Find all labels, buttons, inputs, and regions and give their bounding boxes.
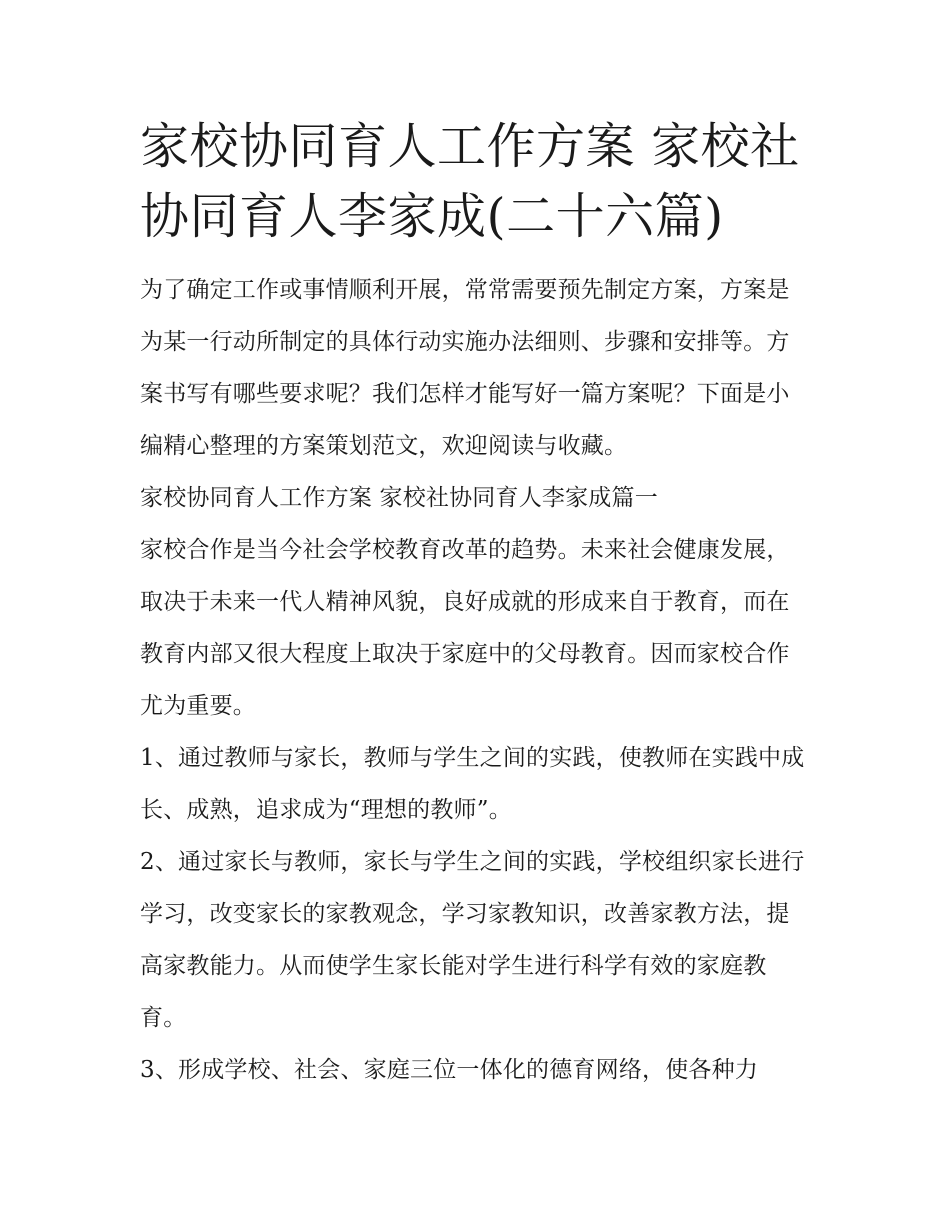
document-page: [140, 112, 812, 1096]
list-item-1: 1、通过教师与家长，教师与学生之间的实践，使教师在实践中成长、成熟，追求成为“理想的教师”。: [140, 745, 805, 823]
list-item-2: 2、通过家长与教师，家长与学生之间的实践，学校组织家长进行学习，改变家长的家教观念，学习家教知识，改善家教方法，提高家教能力。从而使学生家长能对学生进行科学有效的家庭教育。: [140, 849, 805, 1031]
section-heading: 家校协同育人工作方案 家校社协同育人李家成篇一: [140, 485, 658, 511]
body-paragraph-1: 家校合作是当今社会学校教育改革的趋势。未来社会健康发展，取决于未来一代人精神风貌，良好成就的形成来自于教育，而在教育内部又很大程度上取决于家庭中的父母教育。因而家校合作尤为重要。: [140, 537, 790, 719]
intro-paragraph: 为了确定工作或事情顺利开展，常常需要预先制定方案，方案是为某一行动所制定的具体行动实施办法细则、步骤和安排等。方案书写有哪些要求呢？我们怎样才能写好一篇方案呢？下面是小编精心整理的方案策划范文，欢迎阅读与收藏。: [140, 277, 790, 459]
list-item-3: 3、形成学校、社会、家庭三位一体化的德育网络，使各种力: [140, 1057, 759, 1083]
document-title: 家校协同育人工作方案 家校社协同育人李家成(二十六篇): [140, 118, 800, 245]
